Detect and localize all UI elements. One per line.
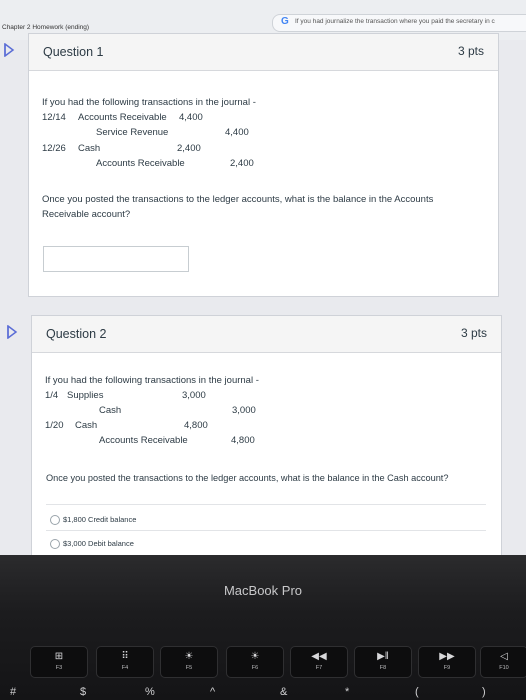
fast-forward-icon: ▶▶ xyxy=(439,651,455,662)
question-1-title: Question 1 xyxy=(43,45,104,59)
key-asterisk[interactable]: * xyxy=(345,686,350,698)
play-pause-icon: ▶‖ xyxy=(377,651,389,662)
question-2-points: 3 pts xyxy=(460,326,487,340)
key-f9[interactable] xyxy=(418,646,476,678)
mute-icon: ◁ xyxy=(500,651,508,662)
key-f7[interactable] xyxy=(290,646,348,678)
q2-entry-3-account: Cash xyxy=(75,420,98,431)
mission-control-icon: ⊞ xyxy=(54,651,64,662)
question-2-title: Question 2 xyxy=(46,327,107,341)
q1-entry-4-account: Accounts Receivable xyxy=(96,158,185,169)
key-f5[interactable] xyxy=(160,646,218,678)
key-f8[interactable] xyxy=(354,646,412,678)
question-2-prompt: Once you posted the transactions to the ledger accounts, what is the balance in the Cash account? xyxy=(46,473,449,483)
question-1-prompt-line1: Once you posted the transactions to the ledger accounts, what is the balance in the Accounts xyxy=(42,194,434,205)
rewind-icon: ◀◀ xyxy=(311,651,327,662)
key-paren-close[interactable]: ) xyxy=(482,686,486,698)
q1-entry-3-date: 12/26 xyxy=(42,143,66,154)
question-1-prompt-line2: Receivable account? xyxy=(42,209,131,220)
flag-icon[interactable] xyxy=(6,325,18,339)
question-2-header xyxy=(32,316,501,353)
question-2-intro: If you had the following transactions in the journal - xyxy=(45,375,259,386)
key-paren-open[interactable]: ( xyxy=(415,686,419,698)
key-f4[interactable] xyxy=(96,646,154,678)
option-divider xyxy=(46,530,486,531)
question-1-answer-input[interactable] xyxy=(43,246,189,272)
launchpad-icon: ⠿ xyxy=(121,651,129,662)
key-ampersand[interactable]: & xyxy=(280,686,288,698)
q1-entry-2-credit: 4,400 xyxy=(225,127,249,138)
key-label: F9 xyxy=(443,665,451,671)
key-label: F5 xyxy=(185,665,193,671)
key-percent[interactable]: % xyxy=(145,686,155,698)
key-f3[interactable] xyxy=(30,646,88,678)
q1-entry-4-credit: 2,400 xyxy=(230,158,254,169)
key-label: F3 xyxy=(55,665,63,671)
tab-title[interactable]: Chapter 2 Homework (ending) xyxy=(2,24,90,31)
q2-entry-1-account: Supplies xyxy=(67,390,104,401)
key-dollar[interactable]: $ xyxy=(80,686,87,698)
q2-entry-2-account: Cash xyxy=(99,405,122,416)
q1-entry-3-debit: 2,400 xyxy=(177,143,201,154)
q2-entry-1-date: 1/4 xyxy=(45,390,59,401)
key-label: F8 xyxy=(379,665,387,671)
key-label: F6 xyxy=(251,665,259,671)
key-f10[interactable] xyxy=(480,646,526,678)
laptop-bezel xyxy=(0,555,526,700)
question-1-header xyxy=(29,34,498,71)
flag-icon[interactable] xyxy=(3,43,15,57)
search-pill[interactable] xyxy=(272,14,526,32)
option-1-radio[interactable] xyxy=(50,515,60,525)
question-1-intro: If you had the following transactions in the journal - xyxy=(42,97,256,108)
q1-entry-1-account: Accounts Receivable xyxy=(78,112,167,123)
q2-entry-1-debit: 3,000 xyxy=(182,390,206,401)
q1-entry-2-account: Service Revenue xyxy=(96,127,169,138)
google-icon: G xyxy=(281,16,289,27)
option-2-radio[interactable] xyxy=(50,539,60,549)
option-divider xyxy=(46,504,486,505)
q1-entry-3-account: Cash xyxy=(78,143,101,154)
question-1-card xyxy=(28,33,499,297)
q2-entry-2-credit: 3,000 xyxy=(232,405,256,416)
key-label: F7 xyxy=(315,665,323,671)
key-hash[interactable]: # xyxy=(10,686,17,698)
option-2-label[interactable]: $3,000 Debit balance xyxy=(63,539,134,548)
key-label: F10 xyxy=(499,665,509,671)
question-2-card xyxy=(31,315,502,555)
q2-entry-3-debit: 4,800 xyxy=(184,420,208,431)
q2-entry-3-date: 1/20 xyxy=(45,420,64,431)
q1-entry-1-debit: 4,400 xyxy=(179,112,203,123)
question-1-points: 3 pts xyxy=(457,44,484,58)
keyboard-brightness-up-icon: ☀ xyxy=(250,651,260,662)
key-caret[interactable]: ^ xyxy=(210,686,216,698)
keyboard-brightness-down-icon: ☀ xyxy=(184,651,194,662)
option-1-label[interactable]: $1,800 Credit balance xyxy=(63,515,137,524)
key-f6[interactable] xyxy=(226,646,284,678)
q2-entry-4-account: Accounts Receivable xyxy=(99,435,188,446)
laptop-brand: MacBook Pro xyxy=(223,583,303,598)
search-text: If you had journalize the transaction where you paid the secretary in c xyxy=(295,18,495,25)
key-label: F4 xyxy=(121,665,129,671)
q2-entry-4-credit: 4,800 xyxy=(231,435,255,446)
q1-entry-1-date: 12/14 xyxy=(42,112,66,123)
